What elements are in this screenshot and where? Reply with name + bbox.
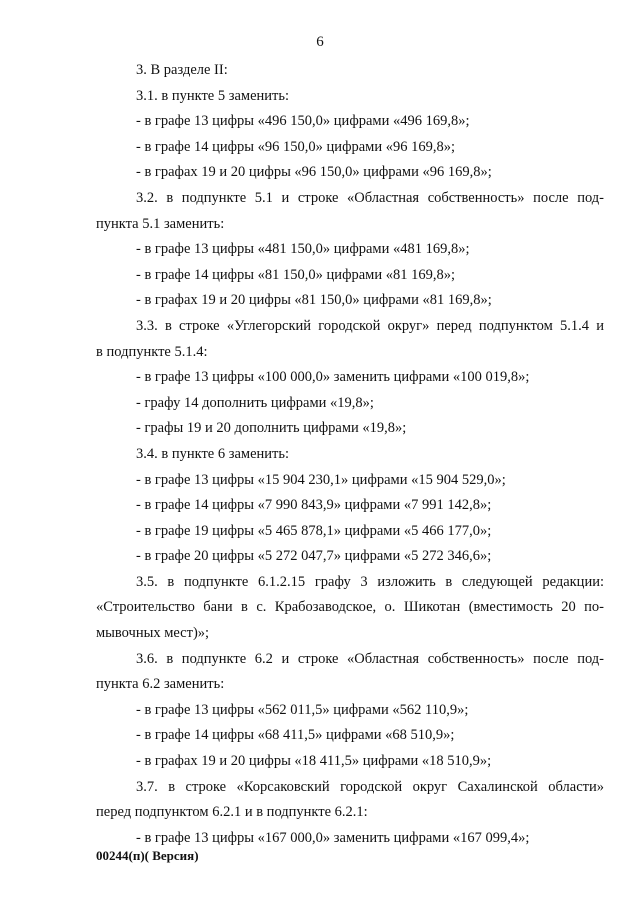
page-number: 6: [316, 34, 324, 50]
list-item: - в графе 13 цифры «15 904 230,1» цифрами «15 904 529,0»;: [136, 471, 506, 488]
paragraph-line: перед подпунктом 6.2.1 и в подпункте 6.2.1:: [96, 804, 368, 821]
paragraph-line: 3.4. в пункте 6 заменить:: [136, 445, 290, 462]
paragraph-line: «Строительство бани в с. Крабозаводское, о. Шикотан (вместимость 20 по-: [96, 599, 604, 616]
paragraph-line: пункта 6.2 заменить:: [96, 676, 225, 693]
list-item: - в графе 14 цифры «68 411,5» цифрами «68 510,9»;: [136, 727, 455, 744]
list-item: - в графе 13 цифры «481 150,0» цифрами «481 169,8»;: [136, 241, 470, 258]
paragraph-line: в подпункте 5.1.4:: [96, 343, 208, 360]
list-item: - в графе 13 цифры «100 000,0» заменить цифрами «100 019,8»;: [136, 369, 530, 386]
list-item: - в графах 19 и 20 цифры «18 411,5» цифрами «18 510,9»;: [136, 753, 492, 770]
document-body: [96, 58, 604, 851]
paragraph-line: 3.6. в подпункте 6.2 и строке «Областная собственность» после под-: [136, 650, 604, 667]
list-item: - в графе 14 цифры «7 990 843,9» цифрами «7 991 142,8»;: [136, 497, 492, 514]
list-item: - в графе 13 цифры «562 011,5» цифрами «562 110,9»;: [136, 701, 469, 718]
list-item: - в графе 14 цифры «96 150,0» цифрами «96 169,8»;: [136, 138, 455, 155]
list-item: - в графе 14 цифры «81 150,0» цифрами «81 169,8»;: [136, 266, 455, 283]
paragraph-line: 3.2. в подпункте 5.1 и строке «Областная собственность» после под-: [136, 189, 604, 206]
list-item: - в графах 19 и 20 цифры «81 150,0» цифрами «81 169,8»;: [136, 292, 492, 309]
paragraph-line: пункта 5.1 заменить:: [96, 215, 225, 232]
document-footer: 00244(п)( Версия): [96, 848, 199, 863]
list-item: - графу 14 дополнить цифрами «19,8»;: [136, 394, 374, 411]
list-item: - графы 19 и 20 дополнить цифрами «19,8»;: [136, 420, 407, 437]
list-item: - в графе 20 цифры «5 272 047,7» цифрами «5 272 346,6»;: [136, 548, 492, 565]
list-item: - в графе 19 цифры «5 465 878,1» цифрами «5 466 177,0»;: [136, 522, 492, 539]
list-item: - в графе 13 цифры «496 150,0» цифрами «496 169,8»;: [136, 113, 470, 130]
paragraph-line: 3.5. в подпункте 6.1.2.15 графу 3 изложить в следующей редакции:: [136, 573, 604, 590]
section-heading: 3. В разделе II:: [136, 62, 228, 78]
paragraph-line: 3.7. в строке «Корсаковский городской округ Сахалинской области»: [136, 778, 604, 795]
paragraph-line: мывочных мест)»;: [96, 625, 210, 642]
paragraph-line: 3.1. в пункте 5 заменить:: [136, 87, 290, 104]
paragraph-line: 3.3. в строке «Углегорский городской округ» перед подпунктом 5.1.4 и: [136, 317, 604, 334]
list-item: - в графах 19 и 20 цифры «96 150,0» цифрами «96 169,8»;: [136, 164, 492, 181]
list-item: - в графе 13 цифры «167 000,0» заменить цифрами «167 099,4»;: [136, 829, 530, 846]
